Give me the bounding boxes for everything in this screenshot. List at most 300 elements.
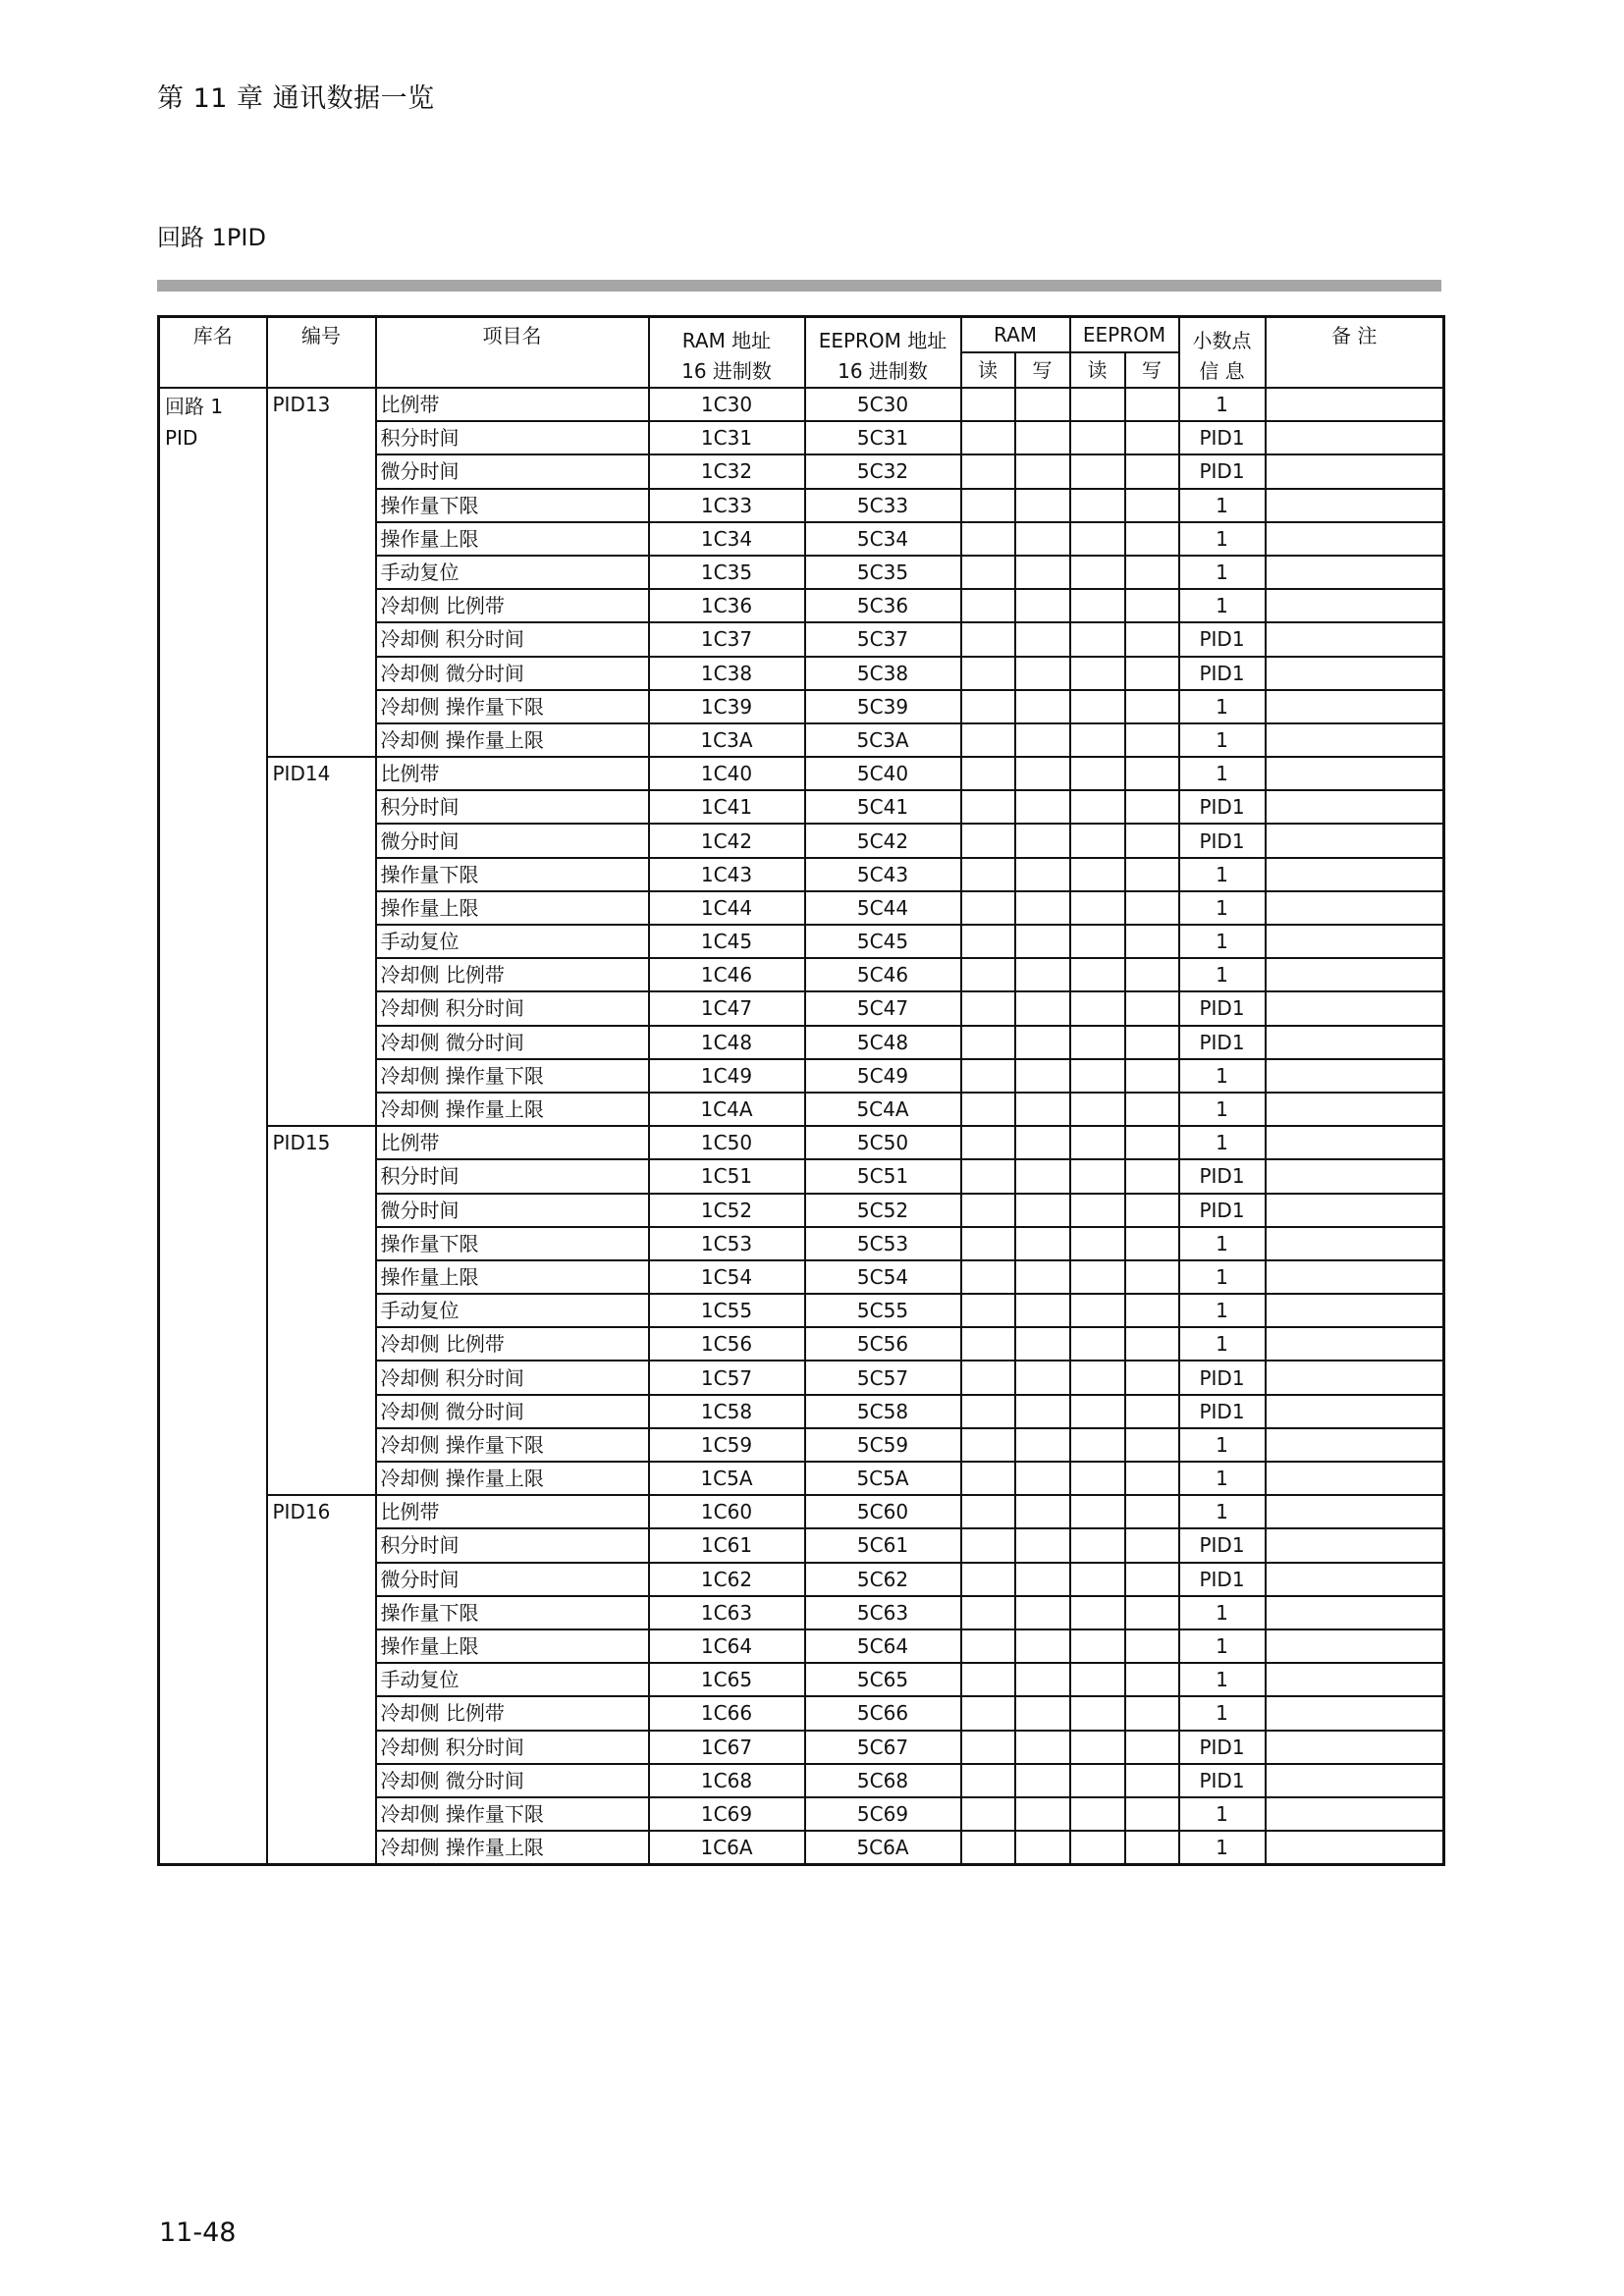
eeprom-write-cell <box>1125 1361 1179 1394</box>
remarks-cell <box>1266 1260 1444 1294</box>
remarks-cell <box>1266 925 1444 958</box>
header-ram-read: 读 <box>961 352 1015 388</box>
eeprom-write-cell <box>1125 454 1179 488</box>
ram-write-cell <box>1015 522 1070 556</box>
item-name-cell: 微分时间 <box>376 824 649 857</box>
remarks-cell <box>1266 522 1444 556</box>
ram-address-cell: 1C55 <box>649 1294 805 1327</box>
eeprom-address-cell: 5C53 <box>805 1227 961 1260</box>
ram-read-cell <box>961 589 1015 622</box>
ram-read-cell <box>961 1764 1015 1797</box>
eeprom-write-cell <box>1125 1596 1179 1629</box>
ram-address-cell: 1C3A <box>649 723 805 757</box>
item-name-cell: 积分时间 <box>376 421 649 454</box>
ram-write-cell <box>1015 925 1070 958</box>
item-name-cell: 冷却侧 积分时间 <box>376 1361 649 1394</box>
ram-write-cell <box>1015 858 1070 891</box>
eeprom-read-cell <box>1070 723 1125 757</box>
eeprom-read-cell <box>1070 1596 1125 1629</box>
eeprom-address-cell: 5C44 <box>805 891 961 925</box>
header-decimal-line2: 信 息 <box>1199 359 1245 383</box>
eeprom-write-cell <box>1125 622 1179 656</box>
ram-address-cell: 1C47 <box>649 991 805 1025</box>
header-ram: RAM <box>961 317 1070 353</box>
ram-write-cell <box>1015 1395 1070 1428</box>
eeprom-address-cell: 5C63 <box>805 1596 961 1629</box>
item-name-cell: 冷却侧 微分时间 <box>376 1026 649 1059</box>
item-name-cell: 手动复位 <box>376 556 649 589</box>
eeprom-write-cell <box>1125 1059 1179 1093</box>
eeprom-read-cell <box>1070 1797 1125 1831</box>
ram-write-cell <box>1015 1327 1070 1361</box>
eeprom-write-cell <box>1125 1563 1179 1596</box>
eeprom-address-cell: 5C39 <box>805 690 961 723</box>
decimal-info-cell: PID1 <box>1179 421 1266 454</box>
ram-read-cell <box>961 657 1015 690</box>
eeprom-read-cell <box>1070 1059 1125 1093</box>
eeprom-read-cell <box>1070 1495 1125 1528</box>
eeprom-address-cell: 5C52 <box>805 1194 961 1227</box>
item-name-cell: 微分时间 <box>376 454 649 488</box>
ram-read-cell <box>961 522 1015 556</box>
eeprom-read-cell <box>1070 757 1125 790</box>
ram-read-cell <box>961 1831 1015 1865</box>
decimal-info-cell: 1 <box>1179 1696 1266 1730</box>
header-item-name: 项目名 <box>376 317 649 389</box>
eeprom-read-cell <box>1070 690 1125 723</box>
decimal-info-cell: PID1 <box>1179 1159 1266 1193</box>
decimal-info-cell: PID1 <box>1179 1361 1266 1394</box>
header-decimal-line1: 小数点 <box>1192 329 1252 352</box>
section-title: 回路 1PID <box>157 224 266 251</box>
eeprom-read-cell <box>1070 1395 1125 1428</box>
remarks-cell <box>1266 1495 1444 1528</box>
eeprom-write-cell <box>1125 1194 1179 1227</box>
ram-address-cell: 1C30 <box>649 388 805 421</box>
ram-write-cell <box>1015 991 1070 1025</box>
ram-read-cell <box>961 489 1015 522</box>
ram-read-cell <box>961 1327 1015 1361</box>
ram-address-cell: 1C39 <box>649 690 805 723</box>
remarks-cell <box>1266 1696 1444 1730</box>
ram-write-cell <box>1015 1596 1070 1629</box>
eeprom-address-cell: 5C54 <box>805 1260 961 1294</box>
item-name-cell: 冷却侧 操作量下限 <box>376 1059 649 1093</box>
header-ram-address-line1: RAM 地址 <box>681 329 772 352</box>
ram-write-cell <box>1015 1462 1070 1495</box>
decimal-info-cell: PID1 <box>1179 1395 1266 1428</box>
data-table-container <box>157 315 1442 1866</box>
ram-write-cell <box>1015 1026 1070 1059</box>
ram-address-cell: 1C62 <box>649 1563 805 1596</box>
decimal-info-cell: 1 <box>1179 1596 1266 1629</box>
eeprom-write-cell <box>1125 1663 1179 1696</box>
ram-write-cell <box>1015 1159 1070 1193</box>
remarks-cell <box>1266 757 1444 790</box>
item-name-cell: 冷却侧 比例带 <box>376 589 649 622</box>
ram-read-cell <box>961 454 1015 488</box>
eeprom-address-cell: 5C31 <box>805 421 961 454</box>
ram-address-cell: 1C63 <box>649 1596 805 1629</box>
remarks-cell <box>1266 1764 1444 1797</box>
remarks-cell <box>1266 1361 1444 1394</box>
remarks-cell <box>1266 1428 1444 1462</box>
ram-write-cell <box>1015 690 1070 723</box>
group-number-cell: PID14 <box>267 757 376 1126</box>
item-name-cell: 手动复位 <box>376 1294 649 1327</box>
remarks-cell <box>1266 1059 1444 1093</box>
eeprom-read-cell <box>1070 1294 1125 1327</box>
eeprom-address-cell: 5C55 <box>805 1294 961 1327</box>
chapter-header: 第 11 章 通讯数据一览 <box>157 83 435 114</box>
ram-address-cell: 1C67 <box>649 1731 805 1764</box>
eeprom-address-cell: 5C41 <box>805 790 961 824</box>
remarks-cell <box>1266 1528 1444 1562</box>
item-name-cell: 冷却侧 操作量上限 <box>376 1831 649 1865</box>
decimal-info-cell: PID1 <box>1179 657 1266 690</box>
remarks-cell <box>1266 1294 1444 1327</box>
ram-address-cell: 1C42 <box>649 824 805 857</box>
ram-write-cell <box>1015 388 1070 421</box>
header-remarks: 备 注 <box>1266 317 1444 389</box>
ram-write-cell <box>1015 1093 1070 1126</box>
remarks-cell <box>1266 556 1444 589</box>
eeprom-read-cell <box>1070 958 1125 991</box>
eeprom-address-cell: 5C6A <box>805 1831 961 1865</box>
item-name-cell: 冷却侧 微分时间 <box>376 1395 649 1428</box>
remarks-cell <box>1266 723 1444 757</box>
eeprom-write-cell <box>1125 925 1179 958</box>
ram-read-cell <box>961 1696 1015 1730</box>
communication-data-table <box>157 315 1445 1866</box>
ram-address-cell: 1C43 <box>649 858 805 891</box>
eeprom-read-cell <box>1070 925 1125 958</box>
eeprom-write-cell <box>1125 522 1179 556</box>
item-name-cell: 比例带 <box>376 1495 649 1528</box>
item-name-cell: 微分时间 <box>376 1194 649 1227</box>
eeprom-address-cell: 5C30 <box>805 388 961 421</box>
ram-address-cell: 1C54 <box>649 1260 805 1294</box>
ram-address-cell: 1C56 <box>649 1327 805 1361</box>
ram-read-cell <box>961 1462 1015 1495</box>
ram-write-cell <box>1015 1731 1070 1764</box>
ram-read-cell <box>961 1797 1015 1831</box>
ram-write-cell <box>1015 1126 1070 1159</box>
decimal-info-cell: 1 <box>1179 1327 1266 1361</box>
eeprom-read-cell <box>1070 454 1125 488</box>
decimal-info-cell: PID1 <box>1179 1764 1266 1797</box>
eeprom-read-cell <box>1070 1227 1125 1260</box>
decimal-info-cell: PID1 <box>1179 1026 1266 1059</box>
item-name-cell: 积分时间 <box>376 790 649 824</box>
ram-read-cell <box>961 1495 1015 1528</box>
decimal-info-cell: 1 <box>1179 1093 1266 1126</box>
eeprom-read-cell <box>1070 1026 1125 1059</box>
decimal-info-cell: 1 <box>1179 589 1266 622</box>
remarks-cell <box>1266 1563 1444 1596</box>
item-name-cell: 积分时间 <box>376 1528 649 1562</box>
remarks-cell <box>1266 958 1444 991</box>
remarks-cell <box>1266 1126 1444 1159</box>
ram-address-cell: 1C66 <box>649 1696 805 1730</box>
eeprom-address-cell: 5C61 <box>805 1528 961 1562</box>
eeprom-address-cell: 5C38 <box>805 657 961 690</box>
ram-read-cell <box>961 790 1015 824</box>
ram-address-cell: 1C46 <box>649 958 805 991</box>
ram-write-cell <box>1015 489 1070 522</box>
remarks-cell <box>1266 1227 1444 1260</box>
eeprom-read-cell <box>1070 1093 1125 1126</box>
eeprom-read-cell <box>1070 1462 1125 1495</box>
ram-write-cell <box>1015 1831 1070 1865</box>
decimal-info-cell: 1 <box>1179 757 1266 790</box>
ram-address-cell: 1C49 <box>649 1059 805 1093</box>
eeprom-read-cell <box>1070 622 1125 656</box>
eeprom-read-cell <box>1070 1260 1125 1294</box>
decimal-info-cell: 1 <box>1179 388 1266 421</box>
ram-write-cell <box>1015 1528 1070 1562</box>
ram-address-cell: 1C36 <box>649 589 805 622</box>
item-name-cell: 冷却侧 微分时间 <box>376 1764 649 1797</box>
table-body <box>159 388 1444 1865</box>
eeprom-read-cell <box>1070 1327 1125 1361</box>
ram-read-cell <box>961 824 1015 857</box>
eeprom-write-cell <box>1125 1428 1179 1462</box>
decimal-info-cell: 1 <box>1179 522 1266 556</box>
ram-address-cell: 1C59 <box>649 1428 805 1462</box>
decimal-info-cell: 1 <box>1179 1428 1266 1462</box>
ram-read-cell <box>961 958 1015 991</box>
eeprom-address-cell: 5C67 <box>805 1731 961 1764</box>
eeprom-read-cell <box>1070 556 1125 589</box>
item-name-cell: 冷却侧 操作量上限 <box>376 1462 649 1495</box>
eeprom-address-cell: 5C58 <box>805 1395 961 1428</box>
eeprom-write-cell <box>1125 1831 1179 1865</box>
decimal-info-cell: PID1 <box>1179 1194 1266 1227</box>
eeprom-address-cell: 5C57 <box>805 1361 961 1394</box>
ram-address-cell: 1C51 <box>649 1159 805 1193</box>
ram-write-cell <box>1015 1059 1070 1093</box>
eeprom-write-cell <box>1125 1764 1179 1797</box>
ram-read-cell <box>961 1026 1015 1059</box>
eeprom-address-cell: 5C62 <box>805 1563 961 1596</box>
ram-address-cell: 1C38 <box>649 657 805 690</box>
ram-read-cell <box>961 1126 1015 1159</box>
decimal-info-cell: 1 <box>1179 858 1266 891</box>
header-eeprom-write: 写 <box>1125 352 1179 388</box>
item-name-cell: 冷却侧 积分时间 <box>376 622 649 656</box>
library-line2: PID <box>165 426 198 450</box>
ram-write-cell <box>1015 1294 1070 1327</box>
ram-address-cell: 1C48 <box>649 1026 805 1059</box>
remarks-cell <box>1266 858 1444 891</box>
eeprom-read-cell <box>1070 657 1125 690</box>
eeprom-write-cell <box>1125 1126 1179 1159</box>
ram-write-cell <box>1015 824 1070 857</box>
page-number: 11-48 <box>159 2217 237 2248</box>
remarks-cell <box>1266 1462 1444 1495</box>
ram-write-cell <box>1015 1563 1070 1596</box>
eeprom-write-cell <box>1125 858 1179 891</box>
header-decimal-info <box>1179 317 1266 389</box>
eeprom-address-cell: 5C51 <box>805 1159 961 1193</box>
remarks-cell <box>1266 1731 1444 1764</box>
item-name-cell: 冷却侧 积分时间 <box>376 1731 649 1764</box>
eeprom-address-cell: 5C48 <box>805 1026 961 1059</box>
remarks-cell <box>1266 1629 1444 1663</box>
eeprom-address-cell: 5C33 <box>805 489 961 522</box>
header-eeprom-read: 读 <box>1070 352 1125 388</box>
ram-read-cell <box>961 1596 1015 1629</box>
eeprom-address-cell: 5C36 <box>805 589 961 622</box>
item-name-cell: 比例带 <box>376 1126 649 1159</box>
ram-address-cell: 1C34 <box>649 522 805 556</box>
remarks-cell <box>1266 589 1444 622</box>
remarks-cell <box>1266 690 1444 723</box>
eeprom-address-cell: 5C59 <box>805 1428 961 1462</box>
item-name-cell: 冷却侧 比例带 <box>376 1327 649 1361</box>
header-eeprom-address-line1: EEPROM 地址 <box>818 329 947 352</box>
eeprom-read-cell <box>1070 1563 1125 1596</box>
eeprom-address-cell: 5C42 <box>805 824 961 857</box>
decimal-info-cell: 1 <box>1179 1629 1266 1663</box>
decimal-info-cell: 1 <box>1179 1797 1266 1831</box>
eeprom-address-cell: 5C56 <box>805 1327 961 1361</box>
ram-read-cell <box>961 991 1015 1025</box>
ram-read-cell <box>961 1093 1015 1126</box>
eeprom-address-cell: 5C5A <box>805 1462 961 1495</box>
remarks-cell <box>1266 1194 1444 1227</box>
section-divider <box>157 280 1441 292</box>
eeprom-read-cell <box>1070 1764 1125 1797</box>
ram-read-cell <box>961 1361 1015 1394</box>
eeprom-address-cell: 5C40 <box>805 757 961 790</box>
eeprom-write-cell <box>1125 1797 1179 1831</box>
eeprom-read-cell <box>1070 1663 1125 1696</box>
eeprom-read-cell <box>1070 388 1125 421</box>
ram-address-cell: 1C6A <box>649 1831 805 1865</box>
item-name-cell: 操作量下限 <box>376 489 649 522</box>
eeprom-write-cell <box>1125 1227 1179 1260</box>
item-name-cell: 操作量下限 <box>376 858 649 891</box>
item-name-cell: 比例带 <box>376 757 649 790</box>
ram-address-cell: 1C64 <box>649 1629 805 1663</box>
remarks-cell <box>1266 1026 1444 1059</box>
ram-address-cell: 1C37 <box>649 622 805 656</box>
decimal-info-cell: PID1 <box>1179 622 1266 656</box>
eeprom-address-cell: 5C45 <box>805 925 961 958</box>
header-ram-address <box>649 317 805 389</box>
remarks-cell <box>1266 454 1444 488</box>
decimal-info-cell: 1 <box>1179 556 1266 589</box>
item-name-cell: 比例带 <box>376 388 649 421</box>
remarks-cell <box>1266 891 1444 925</box>
item-name-cell: 冷却侧 操作量上限 <box>376 1093 649 1126</box>
eeprom-write-cell <box>1125 657 1179 690</box>
header-eeprom-address-line2: 16 进制数 <box>838 359 928 383</box>
ram-read-cell <box>961 1395 1015 1428</box>
remarks-cell <box>1266 1596 1444 1629</box>
decimal-info-cell: PID1 <box>1179 1731 1266 1764</box>
item-name-cell: 操作量上限 <box>376 522 649 556</box>
ram-read-cell <box>961 1294 1015 1327</box>
ram-address-cell: 1C68 <box>649 1764 805 1797</box>
ram-write-cell <box>1015 790 1070 824</box>
decimal-info-cell: 1 <box>1179 1227 1266 1260</box>
eeprom-write-cell <box>1125 757 1179 790</box>
eeprom-read-cell <box>1070 1126 1125 1159</box>
ram-write-cell <box>1015 1361 1070 1394</box>
eeprom-write-cell <box>1125 958 1179 991</box>
ram-write-cell <box>1015 622 1070 656</box>
item-name-cell: 操作量上限 <box>376 891 649 925</box>
eeprom-address-cell: 5C46 <box>805 958 961 991</box>
eeprom-write-cell <box>1125 1260 1179 1294</box>
remarks-cell <box>1266 824 1444 857</box>
ram-read-cell <box>961 723 1015 757</box>
decimal-info-cell: 1 <box>1179 958 1266 991</box>
item-name-cell: 冷却侧 微分时间 <box>376 657 649 690</box>
ram-write-cell <box>1015 1227 1070 1260</box>
decimal-info-cell: 1 <box>1179 925 1266 958</box>
eeprom-read-cell <box>1070 589 1125 622</box>
eeprom-address-cell: 5C60 <box>805 1495 961 1528</box>
eeprom-write-cell <box>1125 388 1179 421</box>
ram-write-cell <box>1015 1260 1070 1294</box>
eeprom-address-cell: 5C50 <box>805 1126 961 1159</box>
item-name-cell: 冷却侧 积分时间 <box>376 991 649 1025</box>
ram-write-cell <box>1015 589 1070 622</box>
ram-read-cell <box>961 622 1015 656</box>
decimal-info-cell: 1 <box>1179 1495 1266 1528</box>
eeprom-write-cell <box>1125 790 1179 824</box>
eeprom-write-cell <box>1125 1294 1179 1327</box>
eeprom-address-cell: 5C43 <box>805 858 961 891</box>
ram-read-cell <box>961 1194 1015 1227</box>
remarks-cell <box>1266 421 1444 454</box>
header-ram-write: 写 <box>1015 352 1070 388</box>
item-name-cell: 微分时间 <box>376 1563 649 1596</box>
eeprom-read-cell <box>1070 1696 1125 1730</box>
remarks-cell <box>1266 1159 1444 1193</box>
decimal-info-cell: PID1 <box>1179 1528 1266 1562</box>
table-row <box>159 1495 1444 1528</box>
decimal-info-cell: 1 <box>1179 1260 1266 1294</box>
eeprom-write-cell <box>1125 1696 1179 1730</box>
header-ram-address-line2: 16 进制数 <box>681 359 772 383</box>
decimal-info-cell: 1 <box>1179 1831 1266 1865</box>
remarks-cell <box>1266 991 1444 1025</box>
ram-address-cell: 1C40 <box>649 757 805 790</box>
decimal-info-cell: 1 <box>1179 723 1266 757</box>
ram-write-cell <box>1015 657 1070 690</box>
remarks-cell <box>1266 1831 1444 1865</box>
decimal-info-cell: PID1 <box>1179 991 1266 1025</box>
ram-write-cell <box>1015 1764 1070 1797</box>
item-name-cell: 操作量下限 <box>376 1227 649 1260</box>
decimal-info-cell: PID1 <box>1179 1563 1266 1596</box>
eeprom-address-cell: 5C4A <box>805 1093 961 1126</box>
item-name-cell: 冷却侧 操作量上限 <box>376 723 649 757</box>
eeprom-write-cell <box>1125 1026 1179 1059</box>
decimal-info-cell: 1 <box>1179 1294 1266 1327</box>
ram-read-cell <box>961 690 1015 723</box>
ram-read-cell <box>961 925 1015 958</box>
eeprom-write-cell <box>1125 690 1179 723</box>
ram-address-cell: 1C4A <box>649 1093 805 1126</box>
item-name-cell: 冷却侧 操作量下限 <box>376 1428 649 1462</box>
ram-address-cell: 1C45 <box>649 925 805 958</box>
